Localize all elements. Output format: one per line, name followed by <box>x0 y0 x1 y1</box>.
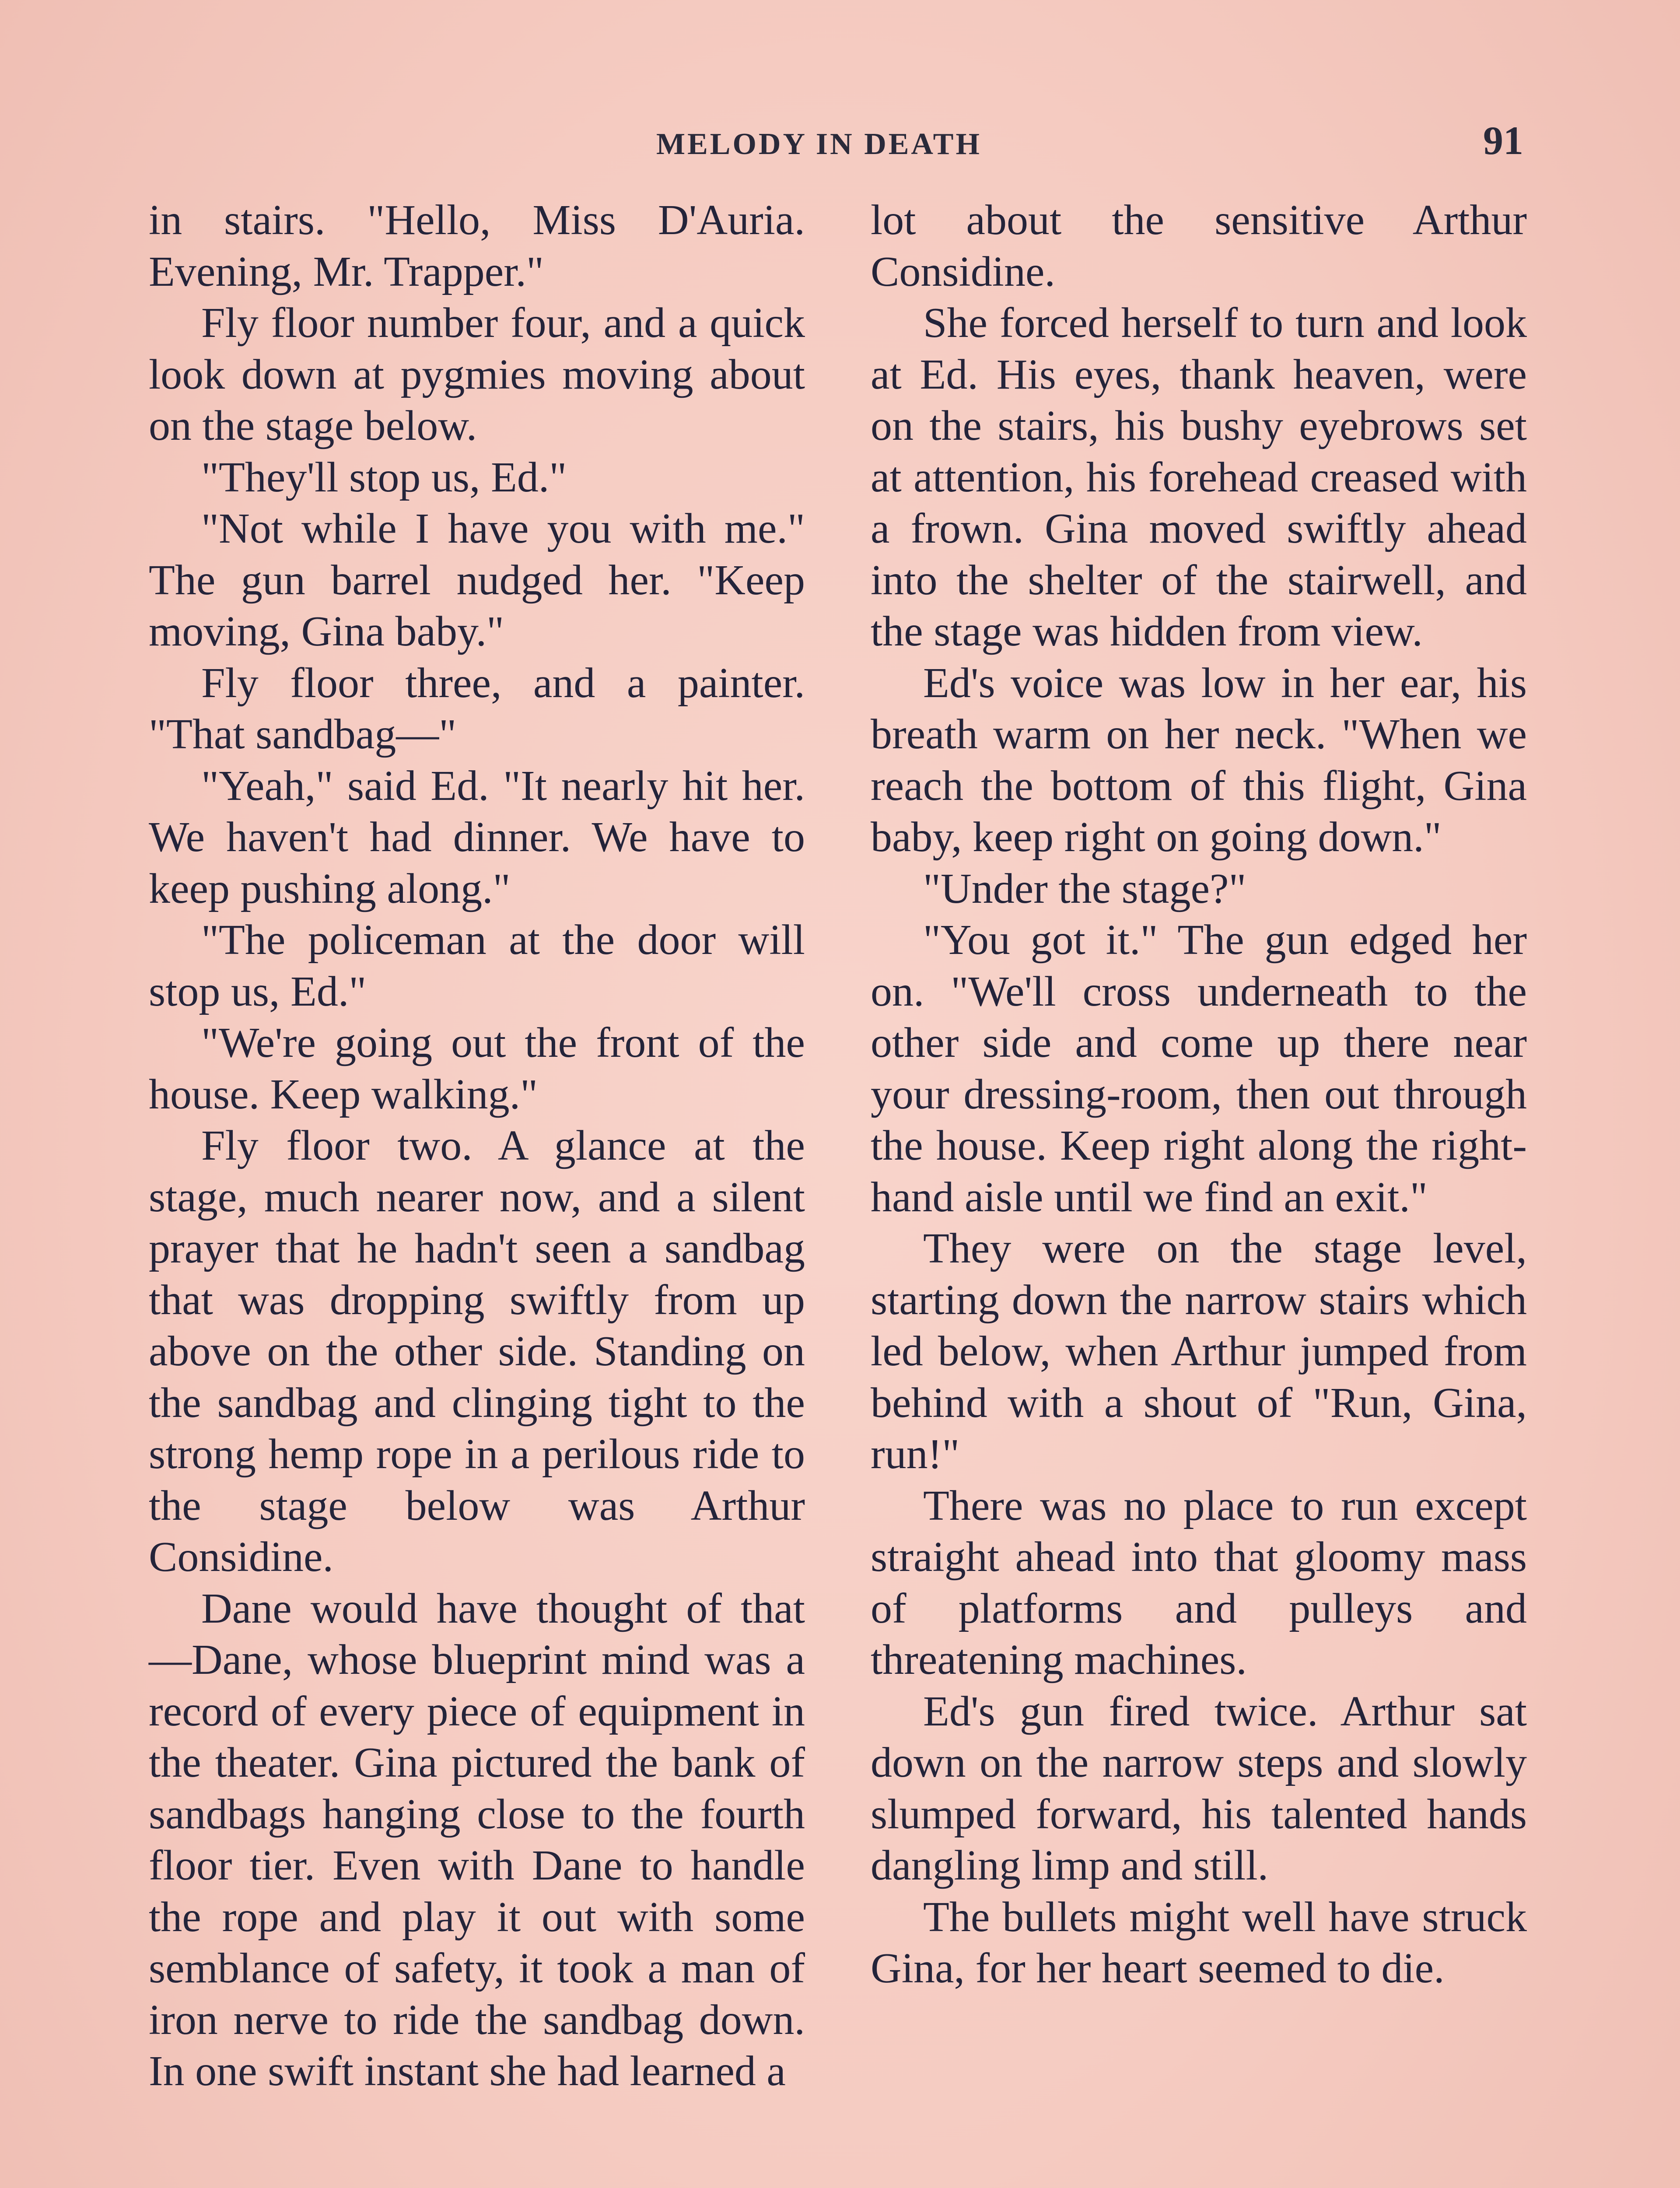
paragraph: "Not while I have you with me." The gun barrel nudged her. "Keep moving, Gina baby." <box>149 505 805 655</box>
right-text-column <box>871 195 1527 1995</box>
paragraph: There was no place to run except straight ahead into that gloomy mass of platforms and pulleys and threatening machines. <box>871 1482 1527 1683</box>
paragraph: Fly floor number four, and a quick look down at pygmies moving about on the stage below. <box>149 299 805 449</box>
paragraph: "They'll stop us, Ed." <box>201 453 567 501</box>
paragraph: Fly floor three, and a painter. "That sandbag—" <box>149 659 805 758</box>
paragraph: She forced herself to turn and look at Ed. His eyes, thank heaven, were on the stairs, his bushy eyebrows set at attention, his forehead creased with a frown. Gina moved swiftly ahead into the shelter of the stairwell, and the stage was hidden from view. <box>871 299 1527 655</box>
paragraph: "Yeah," said Ed. "It nearly hit her. We haven't had dinner. We have to keep pushing along." <box>149 762 805 912</box>
paragraph: lot about the sensitive Arthur Considine. <box>871 196 1527 295</box>
left-text-column <box>149 195 805 2097</box>
paragraph: "The policeman at the door will stop us, Ed." <box>149 916 805 1015</box>
paragraph: Ed's voice was low in her ear, his breath warm on her neck. "When we reach the bottom of this flight, Gina baby, keep right on going down." <box>871 659 1527 861</box>
paragraph: "We're going out the front of the house. Keep walking." <box>149 1019 805 1118</box>
paragraph: Ed's gun fired twice. Arthur sat down on the narrow steps and slowly slumped forward, his talented hands dangling limp and still. <box>871 1687 1527 1889</box>
paragraph: They were on the stage level, starting down the narrow stairs which led below, when Arthur jumped from behind with a shout of "Run, Gina, run!" <box>871 1225 1527 1478</box>
paragraph: Dane would have thought of that—Dane, whose blueprint mind was a record of every piece of equipment in the theater. Gina pictured the bank of sandbags hanging close to the fourth floor tier. Even with Dane to handle the rope and play it out with some semblance of safety, it took a man of iron nerve to ride the sandbag down. In one swift instant she had learned a <box>149 1585 805 2095</box>
paragraph: "Under the stage?" <box>923 865 1246 912</box>
paragraph: The bullets might well have struck Gina, for her heart seemed to die. <box>871 1893 1527 1992</box>
paragraph: "You got it." The gun edged her on. "We'll cross underneath to the other side and come up there near your dressing-room, then out through the house. Keep right along the right-hand aisle until we find an exit." <box>871 916 1527 1221</box>
paragraph: Fly floor two. A glance at the stage, much nearer now, and a silent prayer that he hadn't seen a sandbag that was dropping swiftly from up above on the other side. Standing on the sandbag and clinging tight to the strong hemp rope in a perilous ride to the stage below was Arthur Considine. <box>149 1122 805 1581</box>
page-number: 91 <box>1483 118 1523 163</box>
running-title: MELODY IN DEATH <box>656 127 982 161</box>
paragraph: in stairs. "Hello, Miss D'Auria. Evening, Mr. Trapper." <box>149 196 805 295</box>
